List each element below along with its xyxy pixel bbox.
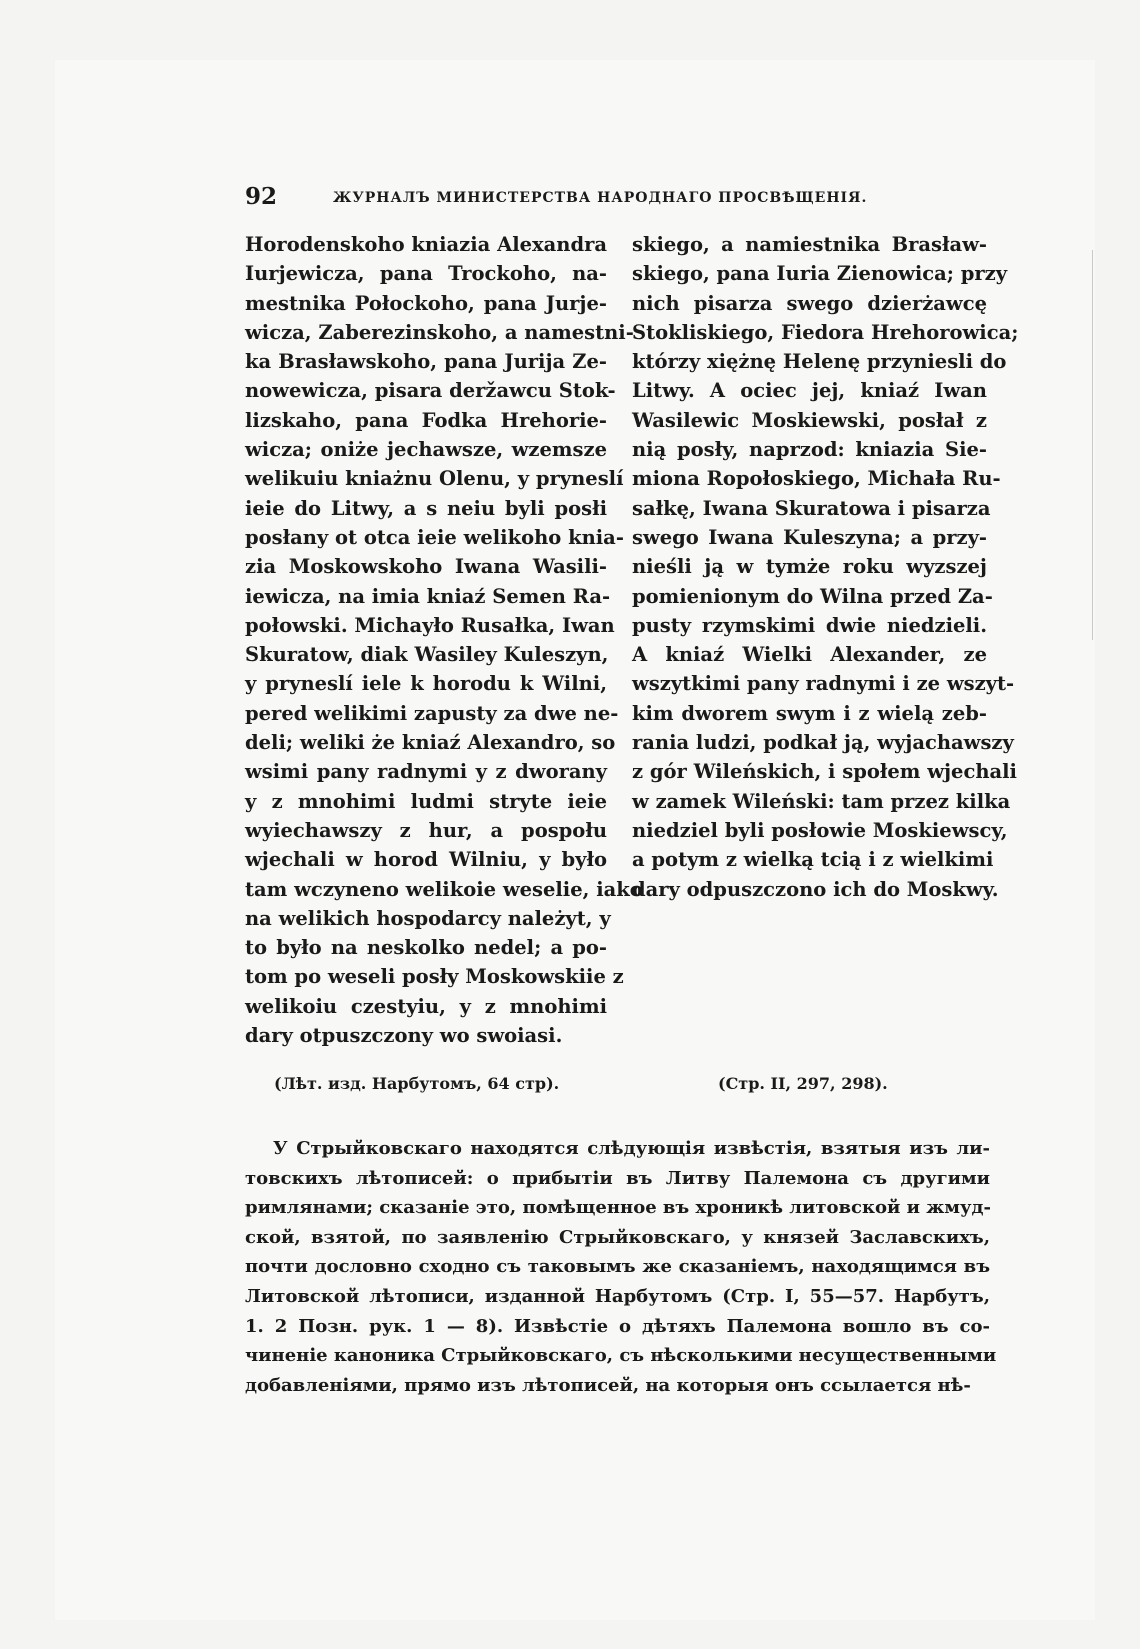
text-line: welikoiu czestyiu, y z mnohimi xyxy=(245,994,607,1018)
text-line: skiego, a namiestnika Brasław- xyxy=(632,233,987,256)
text-line: wicza; oniże jechawsze, wzemsze xyxy=(245,438,607,462)
text-line: na welikich hospodarcy należyt, y xyxy=(245,906,611,930)
left-citation: (Лѣт. изд. Нарбутомъ, 64 стр). xyxy=(274,1074,560,1093)
text-line: z gór Wileńskich, i społem wjechali xyxy=(632,760,1017,784)
text-line: почти дословно сходно съ таковымъ же сказаніемъ, находящимся въ xyxy=(245,1256,990,1278)
text-line: lizskaho, pana Fodka Hrehorie- xyxy=(245,408,607,432)
text-line: Wasilewic Moskiewski, posłał z xyxy=(632,408,987,432)
text-line: ieie do Litwy, a s neiu byli posłi xyxy=(245,496,607,520)
text-line: Iurjewicza, pana Trockoho, na- xyxy=(245,262,607,286)
text-line: a potym z wielką tcią i z wielkimi xyxy=(632,848,994,872)
text-line: nowewicza, pisara deržawcu Stok- xyxy=(245,379,616,403)
body-paragraph xyxy=(245,1134,997,1400)
text-line: deli; weliki że kniaź Alexandro, so xyxy=(245,731,616,755)
margin-rule xyxy=(1092,250,1093,640)
text-line: dary odpuszczono ich do Moskwy. xyxy=(632,877,999,901)
text-line: którzy xiężnę Helenę przyniesli do xyxy=(632,350,1007,374)
right-column xyxy=(632,230,1019,904)
text-line: dary otpuszczony wo swoiasi. xyxy=(245,1024,563,1048)
text-line: товскихъ лѣтописей: о прибытіи въ Литву Палемона съ другими xyxy=(245,1167,990,1189)
text-line: iewicza, na imia kniaź Semen Ra- xyxy=(245,584,611,608)
text-line: to było na neskolko nedel; a po- xyxy=(245,936,607,960)
text-line: niedziel byli posłowie Moskiewscy, xyxy=(632,818,1008,842)
left-column xyxy=(245,230,643,1050)
text-line: tam wczyneno welikoie weselie, iako xyxy=(245,877,643,901)
text-line: y pryneslí iele k horodu k Wilni, xyxy=(245,672,607,696)
text-line: Litwy. A ociec jej, kniaź Iwan xyxy=(632,379,987,403)
text-line: mestnika Połockoho, pana Jurje- xyxy=(245,291,607,315)
page-header xyxy=(245,183,885,213)
text-line: nią posły, naprzod: kniazia Sie- xyxy=(632,438,987,462)
text-line: pusty rzymskimi dwie niedzieli. xyxy=(632,613,987,637)
running-head: ЖУРНАЛЪ МИНИСТЕРСТВА НАРОДНАГО ПРОСВѢЩЕНІЯ. xyxy=(333,190,868,206)
text-line: nich pisarza swego dzierżawcę xyxy=(632,291,987,315)
text-line: A kniaź Wielki Alexander, ze xyxy=(632,643,987,667)
text-line: skiego, pana Iuria Zienowica; przy xyxy=(632,262,1008,286)
text-line: добавленіями, прямо изъ лѣтописей, на которыя онъ ссылается нѣ- xyxy=(245,1374,971,1396)
text-line: wyiechawszy z hur, a pospołu xyxy=(245,818,607,842)
text-line: Horodenskoho kniazia Alexandra xyxy=(245,233,607,256)
text-line: У Стрыйковскаго находятся слѣдующія извѣстія, взятыя изъ ли- xyxy=(273,1138,990,1159)
text-line: kim dworem swym i z wielą zeb- xyxy=(632,701,987,725)
text-line: wszytkimi pany radnymi i ze wszyt- xyxy=(632,672,1015,696)
text-line: pomienionym do Wilna przed Za- xyxy=(632,584,993,608)
text-line: ской, взятой, по заявленію Стрыйковскаго, у князей Заславскихъ, xyxy=(245,1226,990,1248)
text-line: welikuiu kniażnu Olenu, y pryneslí xyxy=(245,467,624,491)
text-line: ka Brasławskoho, pana Jurija Ze- xyxy=(245,350,607,374)
text-line: wjechali w horod Wilniu, y było xyxy=(245,848,607,872)
text-line: Литовской лѣтописи, изданной Нарбутомъ (Стр. I, 55—57. Нарбутъ, xyxy=(245,1285,990,1307)
right-citation: (Стр. II, 297, 298). xyxy=(718,1074,888,1093)
page-number: 92 xyxy=(245,183,278,210)
text-line: miona Ropołoskiego, Michała Ru- xyxy=(632,467,1001,491)
text-line: połowski. Michayło Rusałka, Iwan xyxy=(245,613,615,637)
text-line: wsimi pany radnymi y z dworany xyxy=(245,760,607,784)
text-line: Stokliskiego, Fiedora Hrehorowica; xyxy=(632,320,1019,344)
text-line: tom po weseli posły Moskowskiie z xyxy=(245,965,624,989)
text-line: posłany ot otca ieie welikoho knia- xyxy=(245,525,624,549)
text-line: Skuratow, diak Wasiley Kuleszyn, xyxy=(245,643,609,667)
text-line: swego Iwana Kuleszyna; a przy- xyxy=(632,525,987,549)
text-line: wicza, Zaberezinskoho, a namestni- xyxy=(245,320,634,344)
text-line: pered welikimi zapusty za dwe ne- xyxy=(245,701,619,725)
text-line: sałkę, Iwana Skuratowa i pisarza xyxy=(632,496,991,520)
text-line: чиненіе каноника Стрыйковскаго, съ нѣсколькими несущественными xyxy=(245,1345,997,1367)
text-line: 1. 2 Позн. рук. 1 — 8). Извѣстіе о дѣтяхъ Палемона вошло въ со- xyxy=(245,1315,990,1337)
text-line: nieśli ją w tymże roku wyzszej xyxy=(632,555,987,579)
text-line: w zamek Wileński: tam przez kilka xyxy=(632,789,1011,813)
text-line: y z mnohimi ludmi stryte ieie xyxy=(245,789,607,813)
text-line: римлянами; сказаніе это, помѣщенное въ хроникѣ литовской и жмуд- xyxy=(245,1197,991,1219)
text-line: rania ludzi, podkał ją, wyjachawszy xyxy=(632,731,1014,755)
text-line: zia Moskowskoho Iwana Wasili- xyxy=(245,555,607,579)
